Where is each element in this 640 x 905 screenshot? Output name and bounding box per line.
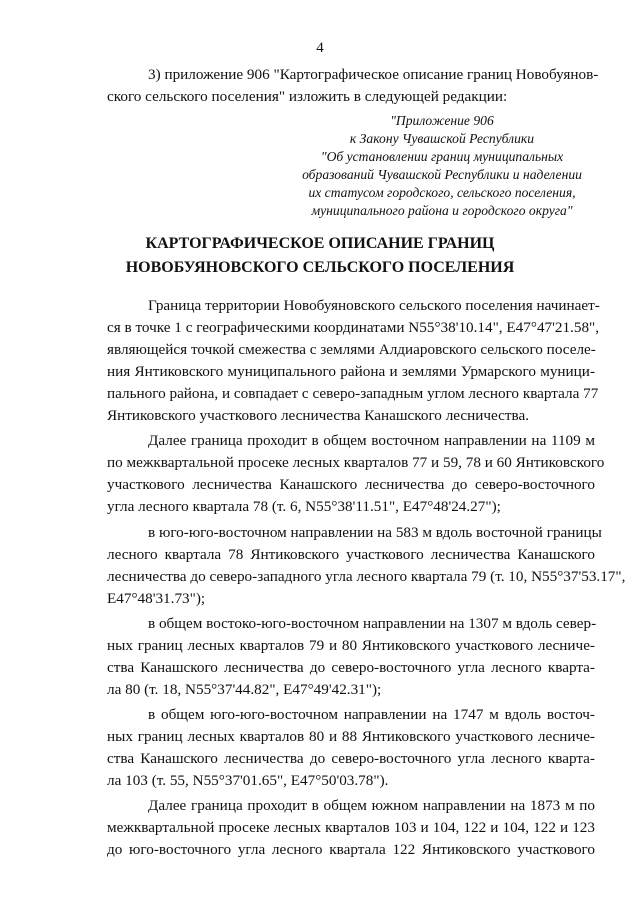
paragraph-line: ных границ лесных кварталов 80 и 88 Янтиковского участкового лесниче- bbox=[107, 728, 595, 745]
appendix-line: образований Чувашской Республики и наделении bbox=[302, 167, 582, 182]
paragraph-line: ства Канашского лесничества до северо-восточного угла лесного кварта- bbox=[107, 750, 595, 767]
paragraph-line: ла 80 (т. 18, N55°37'44.82", E47°49'42.31"); bbox=[107, 681, 382, 698]
page-number: 4 bbox=[316, 40, 324, 56]
paragraph-line: ства Канашского лесничества до северо-восточного угла лесного кварта- bbox=[107, 659, 595, 676]
paragraph-line: лесничества до северо-западного угла лесного квартала 79 (т. 10, N55°37'53.17", bbox=[107, 568, 626, 585]
paragraph-line: ся в точке 1 с географическими координатами N55°38'10.14", E47°47'21.58", bbox=[107, 319, 600, 336]
paragraph-line: в общем востоко-юго-восточном направлении на 1307 м вдоль север- bbox=[148, 615, 597, 632]
paragraph-line: пального района, и совпадает с северо-западным углом лесного квартала 77 bbox=[107, 385, 599, 402]
paragraph-line: участкового лесничества Канашского лесничества до северо-восточного bbox=[107, 476, 595, 493]
paragraph-line: являющейся точкой смежества с землями Алдиаровского сельского поселе- bbox=[107, 341, 596, 358]
paragraph-line: ла 103 (т. 55, N55°37'01.65", E47°50'03.78"). bbox=[107, 772, 389, 789]
intro-line: ского сельского поселения" изложить в следующей редакции: bbox=[107, 88, 508, 105]
appendix-line: "Об установлении границ муниципальных bbox=[320, 149, 564, 164]
paragraph-line: угла лесного квартала 78 (т. 6, N55°38'11.51", E47°48'24.27"); bbox=[107, 498, 501, 515]
document-title: КАРТОГРАФИЧЕСКОЕ ОПИСАНИЕ ГРАНИЦ bbox=[145, 235, 495, 252]
intro-line: 3) приложение 906 "Картографическое описание границ Новобуянов- bbox=[148, 66, 599, 83]
paragraph-line: в юго-юго-восточном направлении на 583 м вдоль восточной границы bbox=[148, 524, 602, 541]
paragraph-line: лесного квартала 78 Янтиковского участкового лесничества Канашского bbox=[107, 546, 595, 563]
paragraph-line: ния Янтиковского муниципального района и землями Урмарского муници- bbox=[107, 363, 595, 380]
paragraph-line: ных границ лесных кварталов 79 и 80 Янтиковского участкового лесниче- bbox=[107, 637, 595, 654]
appendix-line: "Приложение 906 bbox=[390, 113, 494, 128]
appendix-line: их статусом городского, сельского поселения, bbox=[308, 185, 576, 200]
paragraph-line: Далее граница проходит в общем южном направлении на 1873 м по bbox=[148, 797, 595, 814]
paragraph-line: Граница территории Новобуяновского сельского поселения начинает- bbox=[148, 297, 600, 314]
paragraph-line: E47°48'31.73"); bbox=[107, 590, 206, 607]
document-title: НОВОБУЯНОВСКОГО СЕЛЬСКОГО ПОСЕЛЕНИЯ bbox=[125, 259, 515, 276]
paragraph-line: по межквартальной просеке лесных кварталов 77 и 59, 78 и 60 Янтиковского bbox=[107, 454, 605, 471]
paragraph-line: Янтиковского участкового лесничества Канашского лесничества. bbox=[107, 407, 530, 424]
paragraph-line: до юго-восточного угла лесного квартала 122 Янтиковского участкового bbox=[107, 841, 595, 858]
paragraph-line: Далее граница проходит в общем восточном направлении на 1109 м bbox=[148, 432, 595, 449]
paragraph-line: межквартальной просеке лесных кварталов 103 и 104, 122 и 104, 122 и 123 bbox=[107, 819, 595, 836]
appendix-line: к Закону Чувашской Республики bbox=[349, 131, 535, 146]
appendix-line: муниципального района и городского округа" bbox=[311, 203, 573, 218]
paragraph-line: в общем юго-юго-восточном направлении на 1747 м вдоль восточ- bbox=[148, 706, 595, 723]
